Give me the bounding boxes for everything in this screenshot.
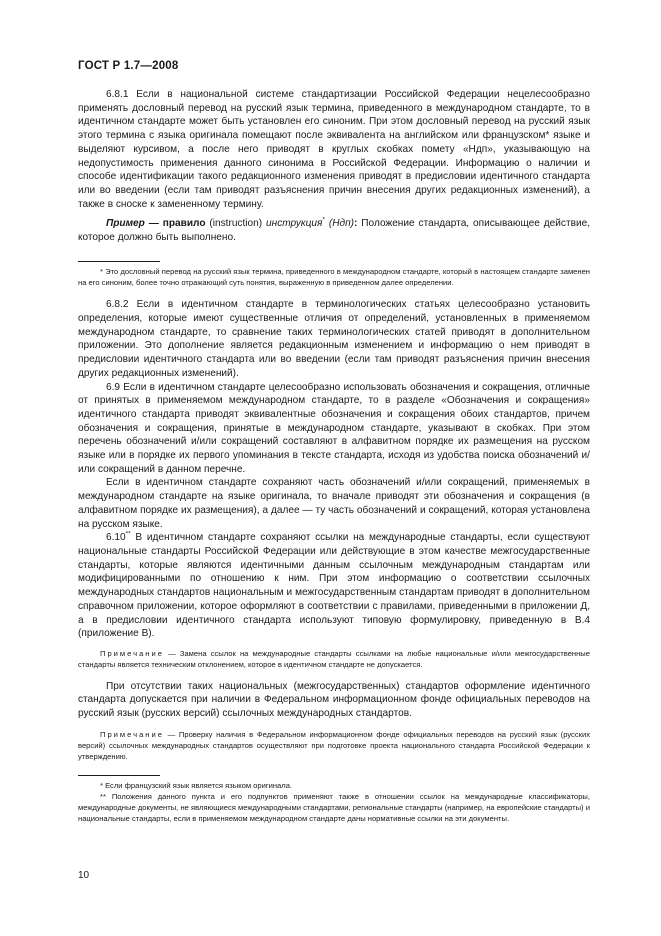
example-paragraph: Пример — правило (instruction) инструкция* (Ндп): Положение стандарта, описывающее действие, которое должно быть выполнено. [78, 216, 591, 244]
footnote-french: * Если французский язык является языком оригинала. [100, 780, 293, 790]
clause-6-9: 6.9 Если в идентичном стандарте целесообразно использовать обозначения и сокращения, отличные от принятых в применяемом международном стандарте, то в разделе «Обозначения и сокращения» идентичного стандарта приводят эквивалентные обозначения и сокращения обоих стандартов, причем обозначения и сокращения, принятые в международном стандарте, указывают в скобках. При этом перечень обозначений и/или сокращений составляют в алфавитном порядке их размещения на русском языке или в порядке их первого упоминания в тексте стандарта, исходя из удобства поиска обозначений и/или сокращений в данном перечне. [78, 381, 590, 475]
page-content [78, 88, 590, 825]
clause-6-8-2: 6.8.2 Если в идентичном стандарте в терминологических статьях целесообразно установить определения, которые имеют существенные отличия от определений, установленных в применяемом международном стандарте, то сравнение таких терминологических статей приводят в дополнительном приложении. Это дополнение является редакционным изменением и информацию о нем приводят в предисловии идентичного стандарта или во введении (если там приводят разъяснения причин внесения других редакционных изменений). [78, 299, 590, 379]
clause-6-10-continued: При отсутствии таких национальных (межгосударственных) стандартов оформление идентичного стандарта допускается при наличии в Федеральном информационном фонде официальных переводов на русский язык (русских версий) ссылочных международных стандартов. [78, 680, 590, 719]
footnote-divider [78, 261, 160, 262]
note-2: Примечание — Проверку наличия в Федеральном информационном фонде официальных переводов на русский язык (русских версий) ссылочных международных стандартов осуществляют при подготовке проекта национального стандарта Российской Федерации к утверждению. [78, 729, 590, 762]
clause-6-8-1: 6.8.1 Если в национальной системе стандартизации Российской Федерации нецелесообразно применять дословный перевод на русский язык термина, приведенного в международном стандарте, то в идентичном стандарте может быть установлен его синоним. При этом дословный перевод на русский язык этого термина с языка оригинала помещают после эквивалента на английском или французском* языке и выделяют курсивом, а после него приводят в круглых скобках помету «Ндп», указывающую на недопустимость применения данного синонима в Российской Федерации. Информацию о наличии и способе идентификации такого редакционного изменения приводят в предисловии идентичного стандарта или во введении (если там приводят разъяснения причин внесения других редакционных изменений), а также в сноске к замененному термину. [78, 89, 590, 210]
page-number: 10 [78, 870, 90, 881]
footnote-divider [78, 775, 160, 776]
clause-6-9-continued: Если в идентичном стандарте сохраняют часть обозначений и/или сокращений, применяемых в международном стандарте на языке оригинала, то вначале приводят эти обозначения и сокращения (в алфавитном порядке их размещения), а далее — ту часть обозначений и сокращений, которая установлена на русском языке. [78, 477, 590, 530]
clause-6-10: 6.10** В идентичном стандарте сохраняют ссылки на международные стандарты, если существуют национальные стандарты Российской Федерации или действующие в этом качестве межгосударственные стандарты, которые являются идентичными данным ссылочным международным стандартам или модифицированными по отношению к ним. При этом информацию о соответствии ссылочных международных стандартов национальным и межгосударственным стандартам приводят в дополнительном справочном приложении, которое оформляют в соответствии с правилами, приведенными в приложении Д, а в предисловии идентичного стандарта используют типовую формулировку, приведенную в В.4 (приложение В). [78, 530, 590, 640]
document-header: ГОСТ Р 1.7—2008 [78, 60, 179, 72]
note-label: Примечание [100, 648, 164, 658]
footnote-references: ** Положения данного пункта и его подпунктов применяют также в отношении ссылок на международные классификаторы, международные документы, не являющиеся международными стандартами, региональные стандарты (например, на европейские стандарты) и национальные стандарты, если в применяемом международном стандарте даны нормативные ссылки на эти документы. [78, 791, 590, 824]
example-term: правило [162, 218, 206, 230]
note-label: Примечание [100, 729, 164, 739]
footnote-synonym: * Это дословный перевод на русский язык термина, приведенного в международном стандарте, который в настоящем стандарте заменен на его синоним, более точно отражающий суть понятия, выраженную в приведенном далее определении. [78, 266, 590, 288]
example-italic-term: инструкция [266, 218, 323, 230]
example-label: Пример [106, 218, 145, 230]
note-1: Примечание — Замена ссылок на международные стандарты ссылками на любые национальные и/или межгосударственные стандарты является техническим отклонением, которое в идентичном стандарте не допускается. [78, 648, 590, 670]
